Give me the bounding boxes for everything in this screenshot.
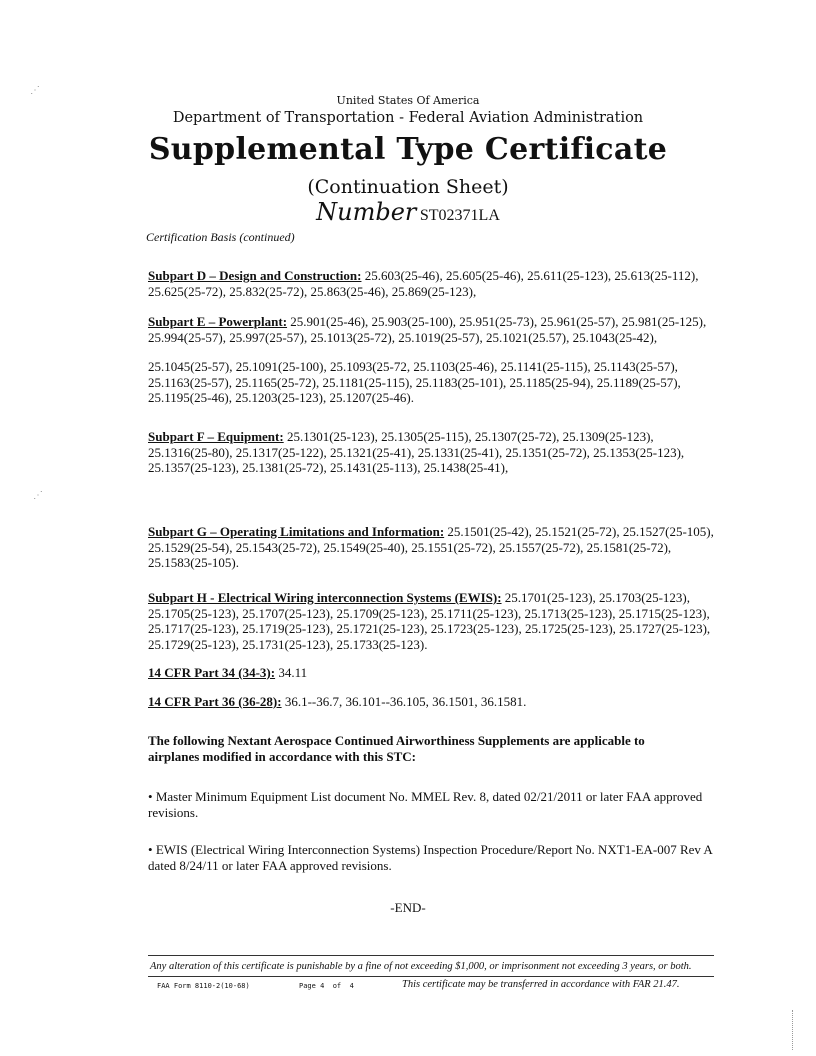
subpart-f — [148, 429, 714, 476]
subpart-body: 25.603(25-46), 25.605(25-46), 25.611(25-123), 25.613(25-112), 25.625(25-72), 25.832(25-72), 25.863(25-46), 25.869(25-123), — [148, 268, 699, 299]
page-number: Page 4 of 4 — [299, 982, 354, 990]
page-title: Supplemental Type Certificate — [148, 132, 668, 167]
cfr-part-34 — [148, 665, 714, 681]
subpart-heading: Subpart D – Design and Construction: — [148, 268, 362, 283]
subpart-heading: Subpart H - Electrical Wiring interconnection Systems (EWIS): — [148, 590, 502, 605]
subpart-e-continued — [148, 359, 714, 406]
transfer-note: This certificate may be transferred in accordance with FAR 21.47. — [402, 979, 680, 990]
subpart-body: 25.1045(25-57), 25.1091(25-100), 25.1093(25-72, 25.1103(25-46), 25.1141(25-115), 25.1143(25-57), 25.1163(25-57), 25.1165(25-72), 25.1181(25-115), 25.1183(25-101), 25.1185(25-94), 25.1189(25-57), 25.1195(25-46), 25.1203(25-123), 25.1207(25-46). — [148, 359, 681, 405]
subpart-g — [148, 524, 714, 571]
form-number: FAA Form 8110-2(10-68) — [157, 982, 250, 990]
bullet-item — [148, 842, 714, 873]
subpart-heading: 14 CFR Part 36 (36-28): — [148, 694, 282, 709]
subpart-h — [148, 590, 714, 652]
bullet-text: EWIS (Electrical Wiring Interconnection Systems) Inspection Procedure/Report No. NXT1-EA-007 Rev A dated 8/24/11 or later FAA approved revisions. — [148, 842, 713, 873]
bullet-icon: • — [148, 789, 153, 804]
scan-artifact — [792, 1010, 793, 1050]
section-label: Certification Basis (continued) — [146, 230, 295, 244]
subpart-e — [148, 314, 714, 345]
subpart-heading: Subpart G – Operating Limitations and Information: — [148, 524, 445, 539]
subpart-body: 25.901(25-46), 25.903(25-100), 25.951(25-73), 25.961(25-57), 25.981(25-125), 25.994(25-57), 25.997(25-57), 25.1013(25-72), 25.1019(25-57), 25.1021(25.57), 25.1043(25-42), — [148, 314, 707, 345]
header-department: Department of Transportation - Federal Aviation Administration — [172, 110, 644, 126]
scan-artifact: ⋰ — [33, 490, 43, 501]
bullet-text: Master Minimum Equipment List document No. MMEL Rev. 8, dated 02/21/2011 or later FAA approved revisions. — [148, 789, 703, 820]
subpart-body: 25.1501(25-42), 25.1521(25-72), 25.1527(25-105), 25.1529(25-54), 25.1543(25-72), 25.1549(25-40), 25.1551(25-72), 25.1557(25-72), 25.1581(25-72), 25.1583(25-105). — [148, 524, 714, 570]
end-marker: -END- — [390, 900, 426, 915]
number-value: ST02371LA — [419, 207, 500, 224]
footer-warning: Any alteration of this certificate is punishable by a fine of not exceeding $1,000, or imprisonment not exceeding 3 years, or both. — [150, 961, 692, 972]
bullet-icon: • — [148, 842, 153, 857]
bullet-item — [148, 789, 714, 820]
scan-artifact: ⋰ — [30, 85, 40, 96]
cfr-part-36 — [148, 694, 714, 710]
certificate-number — [0, 198, 816, 226]
subpart-d — [148, 268, 714, 299]
header-country: United States Of America — [336, 94, 480, 107]
subpart-body: 25.1301(25-123), 25.1305(25-115), 25.1307(25-72), 25.1309(25-123), 25.1316(25-80), 25.1317(25-122), 25.1321(25-41), 25.1331(25-41), 25.1351(25-72), 25.1353(25-123), 25.1357(25-123), 25.1381(25-72), 25.1431(25-113), 25.1438(25-41), — [148, 429, 685, 475]
subpart-body: 25.1701(25-123), 25.1703(25-123), 25.1705(25-123), 25.1707(25-123), 25.1709(25-123), 25.1711(25-123), 25.1713(25-123), 25.1715(25-123), 25.1717(25-123), 25.1719(25-123), 25.1721(25-123), 25.1723(25-123), 25.1725(25-123), 25.1727(25-123), 25.1729(25-123), 25.1731(25-123), 25.1733(25-123). — [148, 590, 711, 652]
footer-bottom-rule — [148, 976, 714, 977]
page-subtitle: (Continuation Sheet) — [307, 176, 509, 198]
number-label: Number — [316, 198, 417, 226]
subpart-heading: 14 CFR Part 34 (34-3): — [148, 665, 276, 680]
subpart-body: 36.1--36.7, 36.101--36.105, 36.1501, 36.1581. — [281, 694, 527, 709]
footer-top-rule — [148, 955, 714, 956]
supplements-intro: The following Nextant Aerospace Continued Airworthiness Supplements are applicable to airplanes modified in accordance with this STC: — [148, 733, 645, 764]
subpart-heading: Subpart E – Powerplant: — [148, 314, 288, 329]
subpart-heading: Subpart F – Equipment: — [148, 429, 284, 444]
subpart-body: 34.11 — [275, 665, 308, 680]
